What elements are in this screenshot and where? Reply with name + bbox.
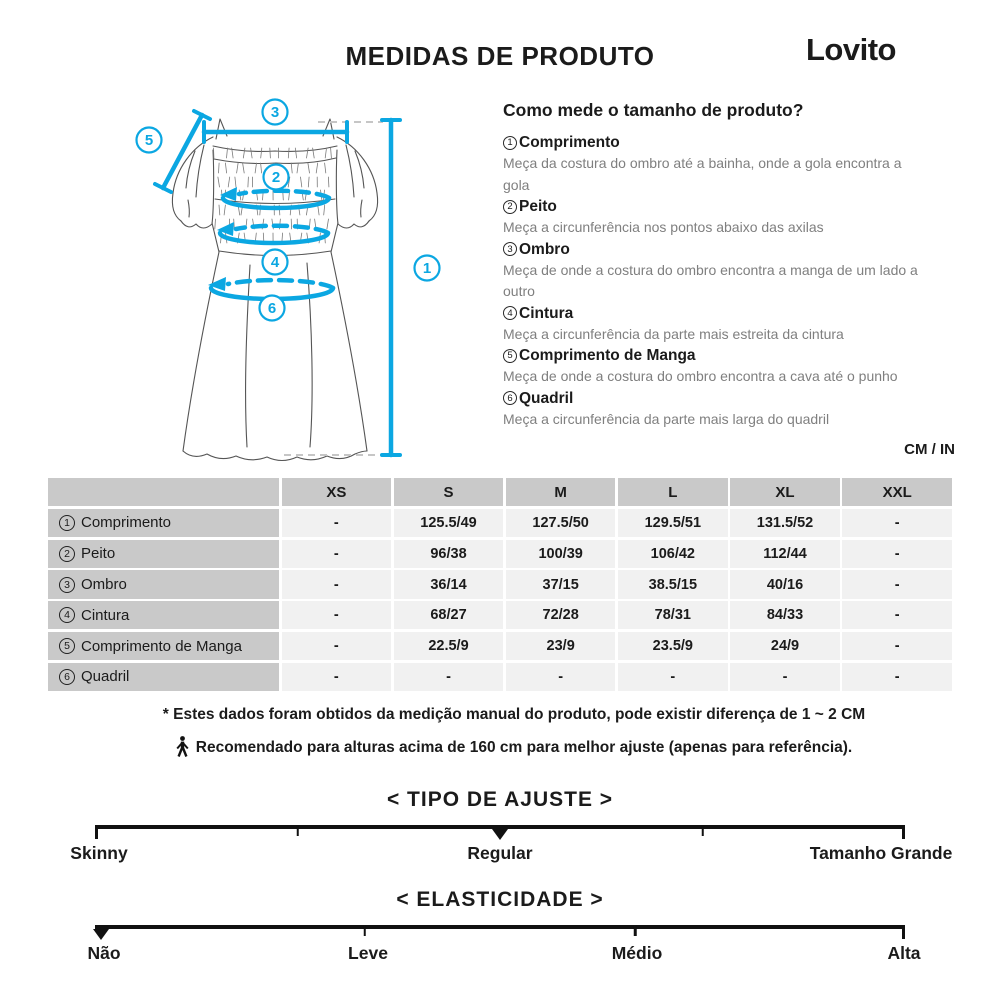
size-row-label: 6 Quadril <box>48 663 279 691</box>
size-value-cell: - <box>282 540 392 568</box>
circled-number: 2 <box>59 546 75 562</box>
guide-item-desc: Meça de onde a costura do ombro encontra a manga de um lado a outro <box>503 261 918 299</box>
elasticity-label-nao: Não <box>87 943 121 963</box>
size-value-cell: 38.5/15 <box>618 570 728 598</box>
size-value-cell: - <box>282 601 392 629</box>
size-value-cell: - <box>282 632 392 660</box>
scale-end-tick <box>902 825 905 839</box>
height-recommendation-note: Recomendado para alturas acima de 160 cm para melhor ajuste (apenas para referência). <box>28 736 1000 757</box>
size-value-cell: 40/16 <box>730 570 840 598</box>
size-col-header: M <box>506 478 616 506</box>
size-value-cell: 68/27 <box>394 601 504 629</box>
size-value-cell: - <box>282 663 392 691</box>
brand-logo: Lovito <box>806 32 896 67</box>
scale-line <box>95 925 905 929</box>
size-col-header: XL <box>730 478 840 506</box>
size-row-label: 4 Cintura <box>48 601 279 629</box>
size-value-cell: 106/42 <box>618 540 728 568</box>
size-value-cell: 78/31 <box>618 601 728 629</box>
measure-guide <box>503 100 925 430</box>
elasticity-label-leve: Leve <box>348 943 388 963</box>
guide-item-name: 1 Comprimento <box>503 132 925 153</box>
size-value-cell: - <box>842 509 952 537</box>
fit-scale-title: < TIPO DE AJUSTE > <box>386 788 614 811</box>
size-value-cell: 22.5/9 <box>394 632 504 660</box>
marker-3: 3 <box>270 104 280 121</box>
size-value-cell: - <box>282 570 392 598</box>
size-value-cell: - <box>842 632 952 660</box>
guide-item-desc: Meça a circunferência nos pontos abaixo das axilas <box>503 219 824 235</box>
guide-item-desc: Meça a circunferência da parte mais larga do quadril <box>503 410 830 427</box>
guide-item-name: 5 Comprimento de Manga <box>503 345 925 366</box>
size-col-header: L <box>618 478 728 506</box>
guide-item-name: 2 Peito <box>503 196 925 217</box>
guide-item <box>503 132 925 196</box>
unit-label: CM / IN <box>904 441 955 458</box>
size-value-cell: 125.5/49 <box>394 509 504 537</box>
size-value-cell: - <box>506 663 616 691</box>
guide-item-desc: Meça da costura do ombro até a bainha, onde a gola encontra a gola <box>503 155 902 193</box>
fit-label-regular: Regular <box>467 843 533 863</box>
size-value-cell: 96/38 <box>394 540 504 568</box>
size-value-cell: 72/28 <box>506 601 616 629</box>
size-value-cell: 23.5/9 <box>618 632 728 660</box>
size-row-label: 1 Comprimento <box>48 509 279 537</box>
circled-number: 6 <box>503 391 517 405</box>
guide-item <box>503 388 925 431</box>
circled-number: 5 <box>503 349 517 363</box>
scale-mid-tick <box>634 925 637 936</box>
fit-scale <box>95 820 905 844</box>
scale-pointer-icon <box>93 929 109 940</box>
size-value-cell: 37/15 <box>506 570 616 598</box>
guide-item <box>503 196 925 239</box>
size-value-cell: - <box>618 663 728 691</box>
circled-number: 3 <box>59 577 75 593</box>
scale-pointer-icon <box>492 829 508 840</box>
guide-item <box>503 345 925 388</box>
elasticity-scale <box>95 920 905 944</box>
size-value-cell: 100/39 <box>506 540 616 568</box>
circled-number: 4 <box>59 607 75 623</box>
guide-item-name: 3 Ombro <box>503 239 925 260</box>
circled-number: 3 <box>503 242 517 256</box>
fit-label-skinny: Skinny <box>70 843 128 863</box>
size-value-cell: 131.5/52 <box>730 509 840 537</box>
guide-item <box>503 239 925 303</box>
size-row-label: 3 Ombro <box>48 570 279 598</box>
elasticity-scale-title: < ELASTICIDADE > <box>396 888 604 911</box>
size-row-label: 2 Peito <box>48 540 279 568</box>
size-row-label: 5 Comprimento de Manga <box>48 632 279 660</box>
guide-item <box>503 303 925 346</box>
size-value-cell: - <box>282 509 392 537</box>
size-value-cell: 36/14 <box>394 570 504 598</box>
marker-4: 4 <box>270 254 280 271</box>
circled-number: 1 <box>59 515 75 531</box>
size-col-header: XS <box>282 478 392 506</box>
scale-mid-tick <box>701 825 704 836</box>
fit-label-tamanho-grande: Tamanho Grande <box>809 843 953 863</box>
size-col-header: XXL <box>842 478 952 506</box>
elasticity-label-medio: Médio <box>611 943 663 963</box>
scale-end-tick <box>95 825 98 839</box>
guide-item-name: 6 Quadril <box>503 388 925 409</box>
marker-5: 5 <box>144 132 154 149</box>
table-corner-cell <box>48 478 279 506</box>
size-value-cell: - <box>842 570 952 598</box>
size-value-cell: - <box>842 663 952 691</box>
scale-mid-tick <box>296 825 299 836</box>
size-table <box>48 478 952 691</box>
page-title: MEDIDAS DE PRODUTO <box>345 41 655 71</box>
scale-end-tick <box>902 925 905 939</box>
circled-number: 1 <box>503 136 517 150</box>
circled-number: 4 <box>503 306 517 320</box>
marker-6: 6 <box>267 300 277 317</box>
size-value-cell: 129.5/51 <box>618 509 728 537</box>
guide-item-name: 4 Cintura <box>503 303 925 324</box>
size-value-cell: 112/44 <box>730 540 840 568</box>
size-col-header: S <box>394 478 504 506</box>
guide-heading: Como mede o tamanho de produto? <box>503 100 804 120</box>
size-value-cell: 24/9 <box>730 632 840 660</box>
manual-measure-note: * Estes dados foram obtidos da medição manual do produto, pode existir diferença de 1 ~ 2 CM <box>162 706 866 723</box>
circled-number: 5 <box>59 638 75 654</box>
size-value-cell: - <box>842 601 952 629</box>
scale-mid-tick <box>364 925 367 936</box>
dress-measurement-diagram <box>100 95 445 475</box>
marker-2: 2 <box>271 169 281 186</box>
size-value-cell: - <box>394 663 504 691</box>
elasticity-label-alta: Alta <box>887 943 921 963</box>
person-icon <box>176 736 189 757</box>
circled-number: 6 <box>59 669 75 685</box>
circled-number: 2 <box>503 200 517 214</box>
size-value-cell: - <box>842 540 952 568</box>
guide-item-desc: Meça a circunferência da parte mais estreita da cintura <box>503 325 844 342</box>
marker-1: 1 <box>422 260 432 277</box>
guide-item-desc: Meça de onde a costura do ombro encontra a cava até o punho <box>503 368 898 384</box>
size-value-cell: 127.5/50 <box>506 509 616 537</box>
size-value-cell: 23/9 <box>506 632 616 660</box>
size-value-cell: - <box>730 663 840 691</box>
size-value-cell: 84/33 <box>730 601 840 629</box>
